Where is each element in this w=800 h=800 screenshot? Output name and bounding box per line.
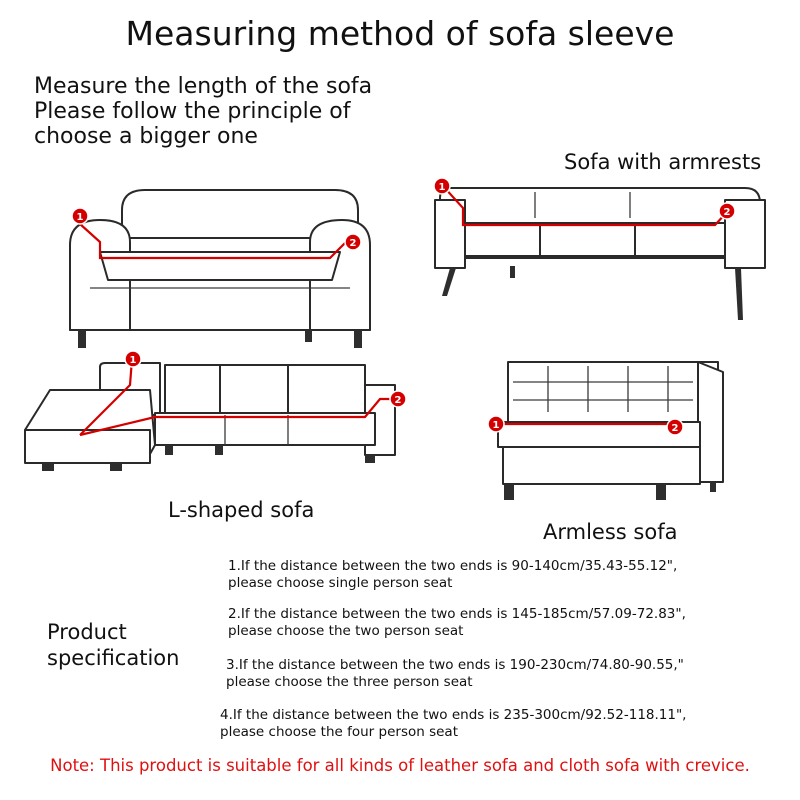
marker-2-icon	[390, 391, 406, 407]
marker-1-icon	[488, 416, 504, 432]
svg-text:1: 1	[129, 355, 137, 366]
rolled-arm-sofa-illustration	[60, 180, 380, 360]
svg-text:2: 2	[349, 238, 357, 249]
marker-2-icon	[667, 419, 683, 435]
intro-text	[34, 74, 372, 149]
svg-text:1: 1	[438, 182, 446, 193]
marker-1-icon	[434, 178, 450, 194]
spec-rule-2: 2.If the distance between the two ends is 145-185cm/57.09-72.83", please choose the two person seat	[228, 606, 686, 639]
product-note: Note: This product is suitable for all kinds of leather sofa and cloth sofa with crevice.	[50, 756, 750, 775]
l-shaped-sofa-illustration	[20, 345, 420, 485]
intro-line-1: Measure the length of the sofa	[34, 74, 373, 99]
spec-label-line-2: specification	[47, 646, 180, 670]
armless-sofa-illustration	[488, 352, 733, 507]
marker-2-icon	[345, 234, 361, 250]
svg-text:2: 2	[723, 207, 731, 218]
svg-text:1: 1	[76, 212, 84, 223]
product-specification-label	[47, 619, 179, 671]
intro-line-3: choose a bigger one	[34, 124, 258, 149]
caption-l-shaped-sofa: L-shaped sofa	[168, 498, 315, 522]
spec-rule-3: 3.If the distance between the two ends is 190-230cm/74.80-90.55," please choose the three person seat	[226, 657, 684, 690]
caption-sofa-with-armrests: Sofa with armrests	[564, 150, 762, 174]
svg-text:2: 2	[671, 423, 679, 434]
intro-line-2: Please follow the principle of	[34, 99, 351, 124]
armrest-sofa-illustration	[425, 178, 775, 328]
spec-rule-4: 4.If the distance between the two ends is 235-300cm/92.52-118.11", please choose the four person seat	[220, 707, 687, 740]
svg-text:2: 2	[394, 395, 402, 406]
marker-2-icon	[719, 203, 735, 219]
caption-armless-sofa: Armless sofa	[543, 520, 678, 544]
spec-rule-1: 1.If the distance between the two ends is 90-140cm/35.43-55.12", please choose single person seat	[228, 558, 678, 591]
spec-label-line-1: Product	[47, 620, 127, 644]
page-title: Measuring method of sofa sleeve	[125, 14, 675, 53]
marker-1-icon	[125, 351, 141, 367]
svg-text:1: 1	[492, 420, 500, 431]
marker-1-icon	[72, 208, 88, 224]
